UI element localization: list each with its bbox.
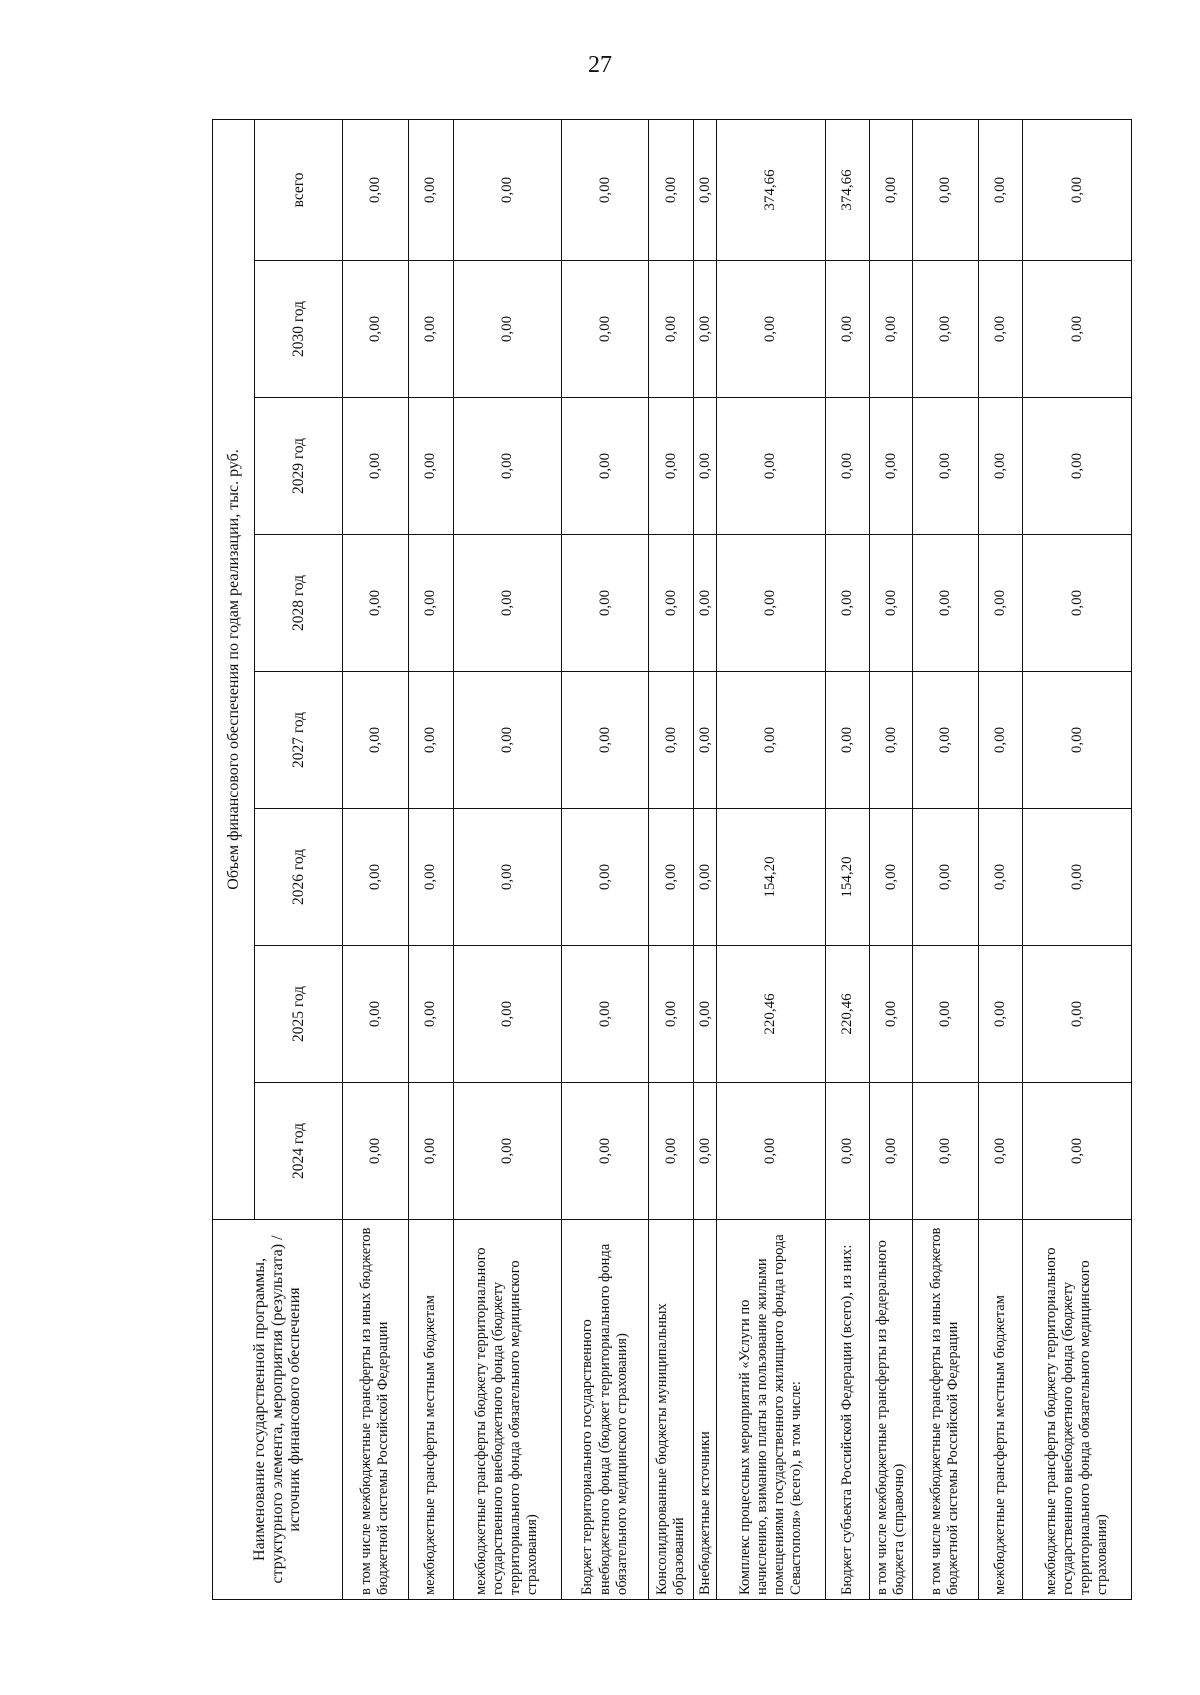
row-value-year: 0,00 — [408, 535, 453, 672]
row-value-year: 0,00 — [912, 946, 978, 1083]
row-value-year: 0,00 — [870, 672, 913, 809]
row-value-year: 0,00 — [562, 672, 649, 809]
row-value-total: 0,00 — [870, 119, 913, 260]
row-value-year: 0,00 — [343, 398, 409, 535]
header-year-2025: 2025 год — [255, 946, 343, 1083]
row-value-total: 0,00 — [912, 119, 978, 260]
row-value-year: 0,00 — [693, 261, 716, 398]
table-row — [649, 119, 694, 1599]
row-value-year: 0,00 — [693, 398, 716, 535]
header-year-2029: 2029 год — [255, 398, 343, 535]
row-value-year: 0,00 — [408, 672, 453, 809]
row-value-total: 0,00 — [649, 119, 694, 260]
row-value-year: 0,00 — [649, 261, 694, 398]
table-row — [978, 119, 1023, 1599]
header-year-2024: 2024 год — [255, 1083, 343, 1220]
row-value-year: 0,00 — [649, 398, 694, 535]
row-value-year: 0,00 — [825, 261, 870, 398]
row-value-year: 0,00 — [649, 1083, 694, 1220]
row-value-year: 0,00 — [453, 946, 561, 1083]
row-value-year: 0,00 — [1023, 946, 1132, 1083]
row-value-year: 0,00 — [978, 672, 1023, 809]
row-value-year: 0,00 — [978, 809, 1023, 946]
table-row — [562, 119, 649, 1599]
table-row — [408, 119, 453, 1599]
row-value-year: 0,00 — [717, 398, 825, 535]
row-value-year: 0,00 — [870, 398, 913, 535]
row-value-year: 0,00 — [1023, 809, 1132, 946]
row-value-year: 0,00 — [912, 809, 978, 946]
table-row — [693, 119, 716, 1599]
row-value-year: 0,00 — [343, 1083, 409, 1220]
row-value-year: 0,00 — [562, 398, 649, 535]
row-value-year: 0,00 — [978, 1083, 1023, 1220]
row-value-year: 0,00 — [453, 261, 561, 398]
row-source-name: межбюджетные трансферты бюджету территориального государственного внебюджетного фонда (бюджету территориального фонда обязательного медицинского страхования) — [453, 1220, 561, 1600]
row-value-year: 0,00 — [870, 1083, 913, 1220]
row-value-year: 0,00 — [343, 261, 409, 398]
table-body — [343, 119, 1132, 1599]
row-value-year: 0,00 — [453, 672, 561, 809]
row-value-year: 0,00 — [912, 535, 978, 672]
row-value-year: 220,46 — [825, 946, 870, 1083]
row-value-year: 0,00 — [912, 261, 978, 398]
row-value-year: 0,00 — [870, 535, 913, 672]
row-source-name: межбюджетные трансферты местным бюджетам — [408, 1220, 453, 1600]
row-value-year: 0,00 — [453, 1083, 561, 1220]
row-value-year: 0,00 — [562, 535, 649, 672]
page-number: 27 — [588, 52, 612, 78]
header-year-2027: 2027 год — [255, 672, 343, 809]
row-source-name: Бюджет субъекта Российской Федерации (всего), из них: — [825, 1220, 870, 1600]
row-value-year: 220,46 — [717, 946, 825, 1083]
row-value-year: 0,00 — [693, 535, 716, 672]
header-year-2028: 2028 год — [255, 535, 343, 672]
row-value-year: 0,00 — [870, 946, 913, 1083]
row-value-year: 0,00 — [562, 946, 649, 1083]
row-source-name: Бюджет территориального государственного внебюджетного фонда (бюджет территориального фонда обязательного медицинского страхования) — [562, 1220, 649, 1600]
header-year-2030: 2030 год — [255, 261, 343, 398]
row-value-total: 374,66 — [825, 119, 870, 260]
row-value-year: 0,00 — [825, 398, 870, 535]
row-value-year: 0,00 — [343, 809, 409, 946]
row-value-total: 0,00 — [693, 119, 716, 260]
table-row — [453, 119, 561, 1599]
row-value-total: 0,00 — [453, 119, 561, 260]
row-value-year: 0,00 — [978, 398, 1023, 535]
row-source-name: межбюджетные трансферты бюджету территориального государственного внебюджетного фонда (бюджету территориального фонда обязательного медицинского страхования) — [1023, 1220, 1132, 1600]
row-value-year: 0,00 — [912, 1083, 978, 1220]
row-value-total: 0,00 — [343, 119, 409, 260]
table-row — [343, 119, 409, 1599]
row-value-year: 0,00 — [717, 672, 825, 809]
row-value-year: 0,00 — [408, 946, 453, 1083]
row-value-total: 0,00 — [978, 119, 1023, 260]
row-value-year: 0,00 — [649, 809, 694, 946]
table-row — [1023, 119, 1132, 1599]
row-value-year: 0,00 — [912, 672, 978, 809]
row-value-year: 0,00 — [1023, 535, 1132, 672]
table-row — [717, 119, 825, 1599]
row-value-year: 0,00 — [978, 261, 1023, 398]
row-value-year: 0,00 — [870, 809, 913, 946]
row-source-name: Консолидированные бюджеты муниципальных образований — [649, 1220, 694, 1600]
row-value-year: 0,00 — [717, 535, 825, 672]
row-value-year: 0,00 — [693, 672, 716, 809]
header-group-label: Объем финансового обеспечения по годам реализации, тыс. руб. — [213, 119, 255, 1219]
row-value-year: 0,00 — [978, 946, 1023, 1083]
table-header-row-1 — [213, 119, 255, 1599]
row-value-year: 0,00 — [408, 1083, 453, 1220]
table-row — [870, 119, 913, 1599]
row-value-year: 0,00 — [717, 261, 825, 398]
row-value-year: 0,00 — [649, 672, 694, 809]
row-value-year: 0,00 — [1023, 1083, 1132, 1220]
row-source-name: Комплекс процессных мероприятий «Услуги по начислению, взиманию платы за пользование жилыми помещениями государственного жилищного фонда города Севастополя» (всего), в том числе: — [717, 1220, 825, 1600]
header-name-column: Наименование государственной программы, структурного элемента, мероприятия (результата) / источник финансового обеспечения — [213, 1220, 343, 1600]
row-value-year: 0,00 — [408, 398, 453, 535]
row-value-year: 0,00 — [912, 398, 978, 535]
row-value-year: 0,00 — [693, 1083, 716, 1220]
row-source-name: Внебюджетные источники — [693, 1220, 716, 1600]
row-value-year: 0,00 — [825, 672, 870, 809]
row-value-year: 0,00 — [870, 261, 913, 398]
row-value-total: 0,00 — [1023, 119, 1132, 260]
row-value-year: 0,00 — [562, 1083, 649, 1220]
row-value-year: 0,00 — [649, 535, 694, 672]
financing-table — [212, 119, 1132, 1600]
row-value-year: 0,00 — [453, 535, 561, 672]
table-row — [825, 119, 870, 1599]
row-value-year: 0,00 — [693, 946, 716, 1083]
row-value-year: 0,00 — [649, 946, 694, 1083]
row-value-year: 0,00 — [408, 261, 453, 398]
row-source-name: в том числе межбюджетные трансферты из федерального бюджета (справочно) — [870, 1220, 913, 1600]
row-source-name: в том числе межбюджетные трансферты из иных бюджетов бюджетной системы Российской Федерации — [912, 1220, 978, 1600]
row-value-year: 0,00 — [717, 1083, 825, 1220]
rotated-table-wrapper — [212, 120, 1132, 1600]
header-year-2026: 2026 год — [255, 809, 343, 946]
header-total: всего — [255, 119, 343, 260]
row-source-name: в том числе межбюджетные трансферты из иных бюджетов бюджетной системы Российской Федерации — [343, 1220, 409, 1600]
row-value-year: 154,20 — [825, 809, 870, 946]
row-value-year: 0,00 — [825, 1083, 870, 1220]
row-value-year: 0,00 — [1023, 261, 1132, 398]
row-source-name: межбюджетные трансферты местным бюджетам — [978, 1220, 1023, 1600]
row-value-year: 0,00 — [343, 535, 409, 672]
row-value-year: 0,00 — [562, 809, 649, 946]
row-value-year: 0,00 — [1023, 398, 1132, 535]
row-value-year: 0,00 — [978, 535, 1023, 672]
row-value-total: 374,66 — [717, 119, 825, 260]
row-value-year: 0,00 — [453, 809, 561, 946]
row-value-year: 0,00 — [343, 672, 409, 809]
table-row — [912, 119, 978, 1599]
row-value-year: 0,00 — [343, 946, 409, 1083]
row-value-year: 0,00 — [408, 809, 453, 946]
row-value-year: 0,00 — [825, 535, 870, 672]
row-value-year: 154,20 — [717, 809, 825, 946]
row-value-year: 0,00 — [693, 809, 716, 946]
row-value-year: 0,00 — [453, 398, 561, 535]
row-value-year: 0,00 — [562, 261, 649, 398]
row-value-total: 0,00 — [408, 119, 453, 260]
row-value-total: 0,00 — [562, 119, 649, 260]
row-value-year: 0,00 — [1023, 672, 1132, 809]
